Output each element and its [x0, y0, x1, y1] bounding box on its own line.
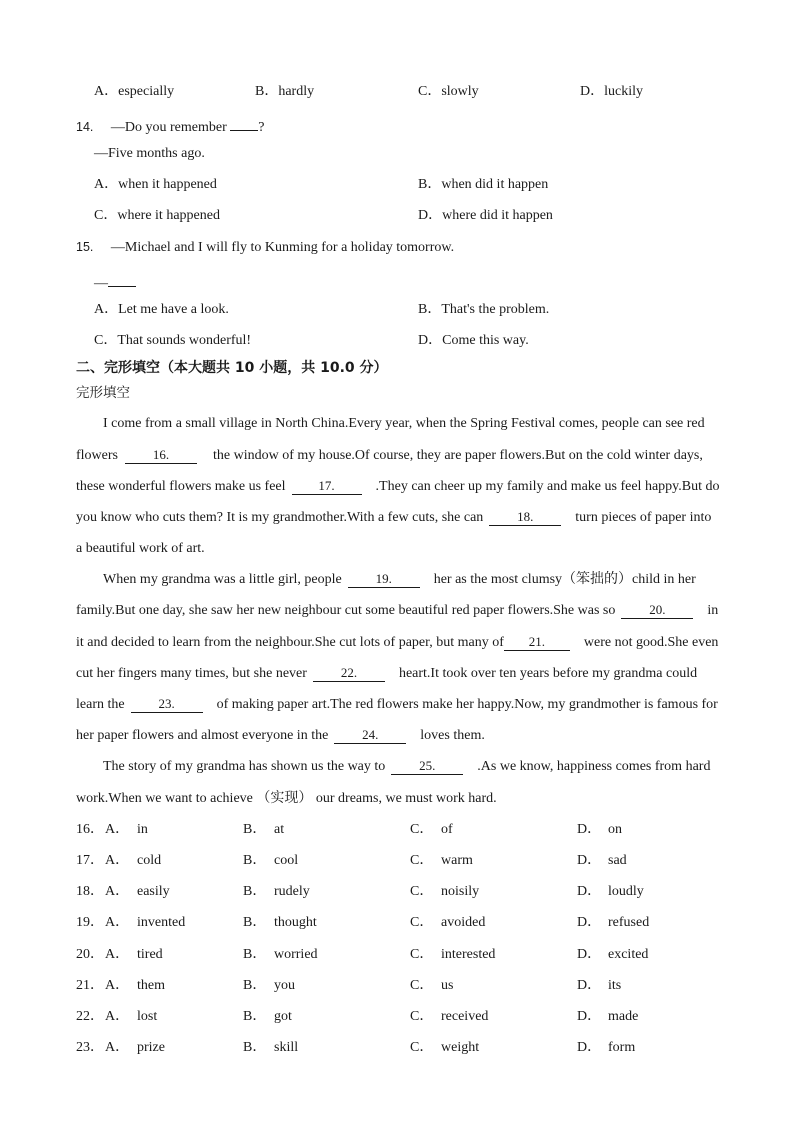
passage-line: it and decided to learn from the neighbour.She cut lots of paper, but many of 21. were not good.She even	[76, 634, 719, 650]
choice-row-number: 18．	[76, 884, 104, 899]
q15-option-b: B．That's the problem.	[418, 302, 550, 317]
blank-17: 17.	[292, 478, 362, 495]
choice-letter-c: C．	[410, 1009, 434, 1024]
choice-row-number: 16．	[76, 822, 104, 837]
passage-line: these wonderful flowers make us feel 17. .They can cheer up my family and make us feel happy.But do	[76, 478, 720, 494]
choice-option-b: skill	[274, 1040, 299, 1055]
choice-letter-c: C．	[410, 853, 434, 868]
choice-option-a: tired	[137, 947, 163, 962]
choice-letter-d: D．	[577, 1009, 602, 1024]
q14-option-b: B．when did it happen	[418, 177, 549, 192]
choice-option-c: weight	[441, 1040, 480, 1055]
choice-option-d: on	[608, 822, 622, 837]
choice-row-number: 22．	[76, 1009, 104, 1024]
choice-option-b: rudely	[274, 884, 310, 899]
choice-letter-c: C．	[410, 947, 434, 962]
choice-option-d: excited	[608, 947, 649, 962]
choice-letter-d: D．	[577, 947, 602, 962]
choice-letter-b: B．	[243, 853, 267, 868]
blank-23: 23.	[131, 696, 203, 713]
choice-option-b: cool	[274, 853, 299, 868]
choice-letter-b: B．	[243, 822, 267, 837]
choice-letter-c: C．	[410, 884, 434, 899]
passage-line: work.When we want to achieve （实现） our dreams, we must work hard.	[76, 791, 497, 806]
choice-option-b: worried	[274, 947, 318, 962]
blank-18: 18.	[489, 509, 561, 526]
choice-letter-b: B．	[243, 884, 267, 899]
q14-option-d: D．where did it happen	[418, 208, 553, 223]
blank-24: 24.	[334, 727, 406, 744]
q14-option-a: A．when it happened	[94, 177, 217, 192]
choice-letter-a: A．	[105, 915, 130, 930]
choice-letter-a: A．	[105, 884, 130, 899]
choice-option-b: at	[274, 822, 285, 837]
q15-option-d: D．Come this way.	[418, 333, 529, 348]
choice-letter-d: D．	[577, 853, 602, 868]
q14-answer: —Five months ago.	[94, 146, 205, 161]
choice-option-d: sad	[608, 853, 627, 868]
passage-line: When my grandma was a little girl, people 19. her as the most clumsy（笨拙的）child in her	[103, 571, 696, 587]
choice-letter-a: A．	[105, 822, 130, 837]
q15-blank	[108, 270, 136, 287]
choice-option-a: easily	[137, 884, 170, 899]
choice-option-b: got	[274, 1009, 292, 1024]
choice-option-c: noisily	[441, 884, 480, 899]
choice-row-number: 23．	[76, 1040, 104, 1055]
choice-option-a: prize	[137, 1040, 165, 1055]
blank-22: 22.	[313, 665, 385, 682]
blank-21: 21.	[504, 634, 570, 651]
choice-letter-b: B．	[243, 915, 267, 930]
choice-letter-a: A．	[105, 1040, 130, 1055]
blank-25: 25.	[391, 758, 463, 775]
choice-option-c: us	[441, 978, 454, 993]
choice-option-a: invented	[137, 915, 186, 930]
choice-letter-a: A．	[105, 978, 130, 993]
choice-letter-b: B．	[243, 947, 267, 962]
choice-row-number: 17．	[76, 853, 104, 868]
choice-option-d: form	[608, 1040, 636, 1055]
q13-option-d: D．luckily	[580, 84, 644, 99]
q13-option-b: B．hardly	[255, 84, 315, 99]
choice-letter-c: C．	[410, 915, 434, 930]
q15-number: 15.	[76, 240, 94, 254]
choice-letter-c: C．	[410, 822, 434, 837]
choice-option-c: warm	[441, 853, 473, 868]
passage-line: learn the 23. of making paper art.The red flowers make her happy.Now, my grandmother is famous for	[76, 696, 718, 712]
choice-option-d: refused	[608, 915, 650, 930]
q14-question: 14. —Do you remember ?	[76, 114, 264, 137]
section-heading: 二、完形填空（本大题共 10 小题，共 10.0 分）	[76, 360, 388, 376]
choice-option-a: them	[137, 978, 165, 993]
choice-option-a: cold	[137, 853, 162, 868]
choice-letter-b: B．	[243, 1040, 267, 1055]
q14-blank	[230, 114, 258, 131]
choice-letter-d: D．	[577, 978, 602, 993]
choice-letter-a: A．	[105, 947, 130, 962]
q14-option-c: C．where it happened	[94, 208, 220, 223]
q13-option-c: C．slowly	[418, 84, 479, 99]
choice-option-a: in	[137, 822, 148, 837]
choice-letter-a: A．	[105, 853, 130, 868]
choice-letter-d: D．	[577, 1040, 602, 1055]
choice-letter-c: C．	[410, 978, 434, 993]
choice-option-b: you	[274, 978, 295, 993]
passage-line: flowers 16. the window of my house.Of course, they are paper flowers.But on the cold winter days,	[76, 447, 703, 463]
choice-letter-d: D．	[577, 884, 602, 899]
choice-option-d: loudly	[608, 884, 644, 899]
passage-line: cut her fingers many times, but she never 22. heart.It took over ten years before my grandma could	[76, 665, 698, 681]
q13-option-a: A．especially	[94, 84, 175, 99]
section-subheading: 完形填空	[76, 385, 130, 401]
passage-line: I come from a small village in North China.Every year, when the Spring Festival comes, people can see red	[103, 416, 705, 431]
choice-option-a: lost	[137, 1009, 158, 1024]
choice-option-b: thought	[274, 915, 317, 930]
passage-line: The story of my grandma has shown us the way to 25. .As we know, happiness comes from hard	[103, 758, 711, 774]
choice-row-number: 21．	[76, 978, 104, 993]
blank-19: 19.	[348, 571, 420, 588]
choice-letter-a: A．	[105, 1009, 130, 1024]
q15-option-a: A．Let me have a look.	[94, 302, 229, 317]
choice-row-number: 20．	[76, 947, 104, 962]
q15-option-c: C．That sounds wonderful!	[94, 333, 252, 348]
choice-row-number: 19．	[76, 915, 104, 930]
choice-option-d: made	[608, 1009, 639, 1024]
passage-line: a beautiful work of art.	[76, 541, 205, 556]
q15-response: —	[94, 270, 136, 293]
blank-16: 16.	[125, 447, 197, 464]
choice-letter-d: D．	[577, 822, 602, 837]
choice-letter-c: C．	[410, 1040, 434, 1055]
passage-line: her paper flowers and almost everyone in the 24. loves them.	[76, 727, 485, 743]
choice-option-c: of	[441, 822, 453, 837]
blank-20: 20.	[621, 602, 693, 619]
choice-option-c: interested	[441, 947, 496, 962]
choice-letter-b: B．	[243, 978, 267, 993]
choice-option-d: its	[608, 978, 622, 993]
choice-option-c: received	[441, 1009, 489, 1024]
passage-line: family.But one day, she saw her new neighbour cut some beautiful red paper flowers.She was so 20. in	[76, 602, 719, 618]
choice-letter-d: D．	[577, 915, 602, 930]
q14-number: 14.	[76, 120, 94, 134]
q15-question: 15. —Michael and I will fly to Kunming for a holiday tomorrow.	[76, 240, 455, 255]
choice-letter-b: B．	[243, 1009, 267, 1024]
passage-line: you know who cuts them? It is my grandmother.With a few cuts, she can 18. turn pieces of paper into	[76, 509, 712, 525]
choice-option-c: avoided	[441, 915, 486, 930]
